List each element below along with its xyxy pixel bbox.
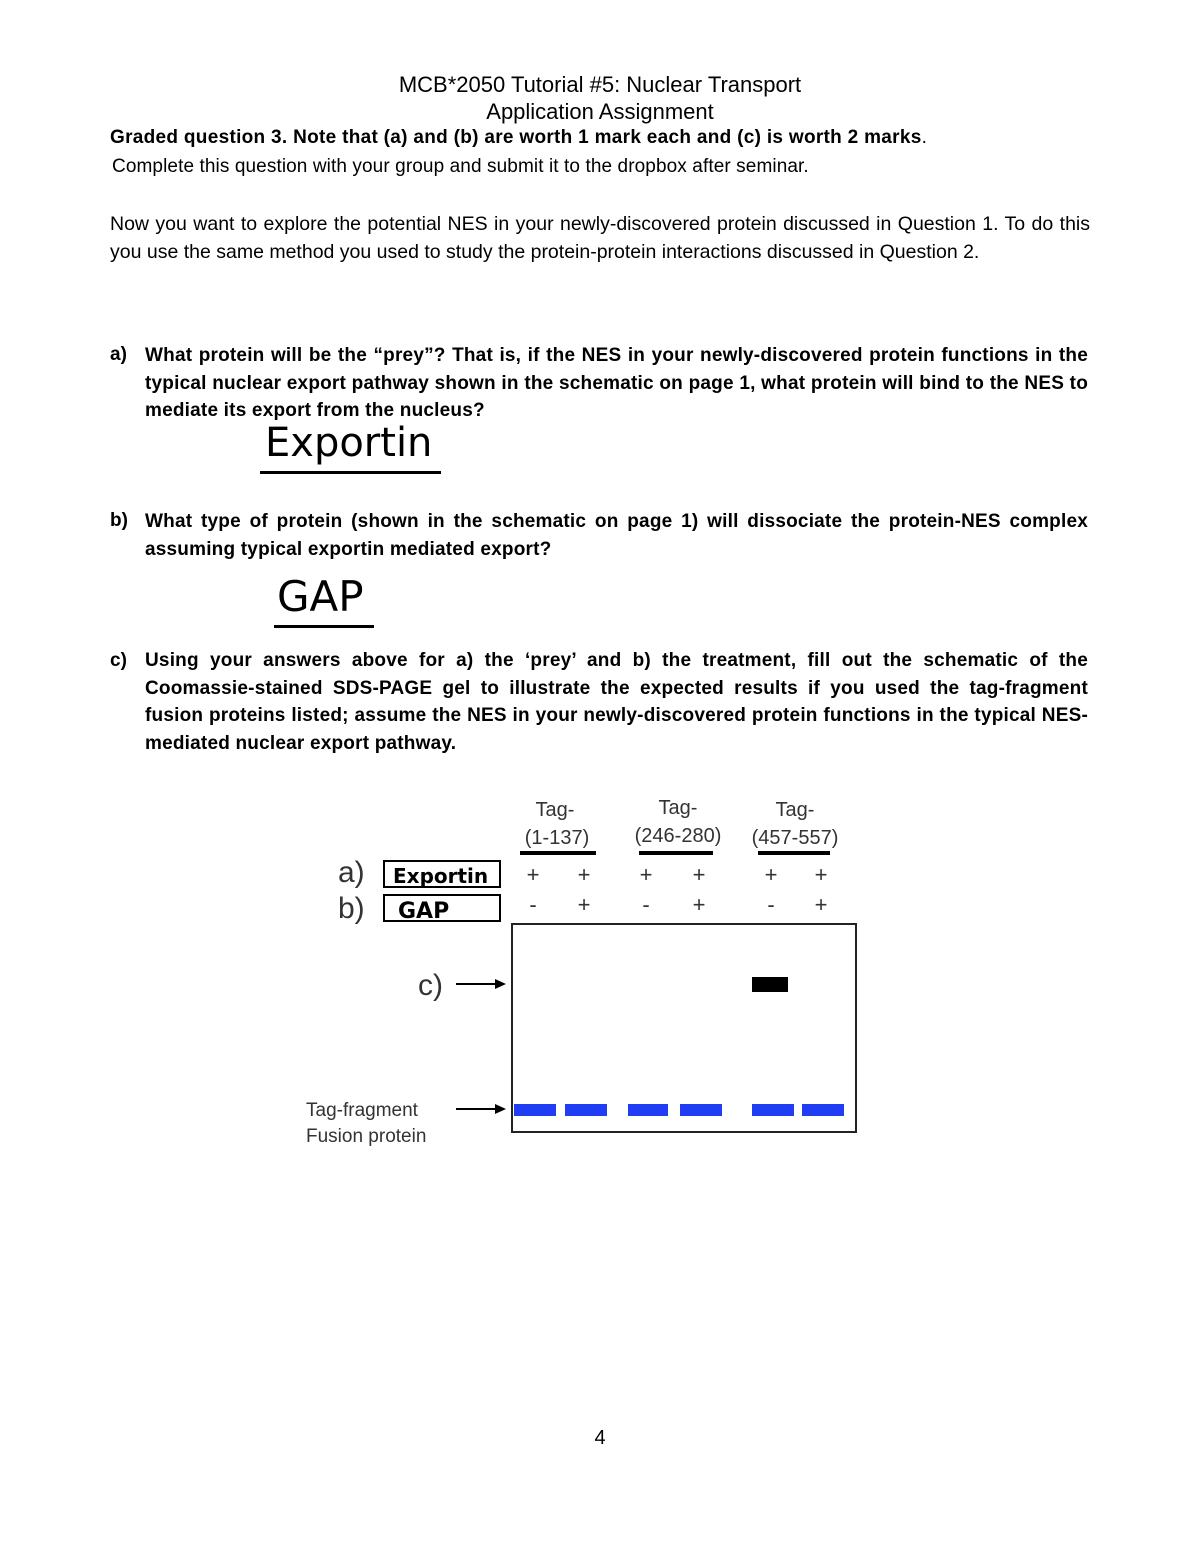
row-b-sign-lane-5: - [767, 892, 775, 917]
fusion-label-line2: Fusion protein [306, 1126, 427, 1147]
group-3-bar [758, 851, 830, 855]
row-b-label: b) [338, 892, 365, 925]
row-b-sign-lane-1: - [529, 892, 537, 917]
question-b-label: b) [110, 510, 128, 531]
row-a-sign-lane-1: + [526, 862, 540, 887]
answer-a-handwritten: Exportin [265, 420, 433, 466]
row-a-signs [527, 862, 828, 887]
graded-note-end: . [921, 127, 927, 148]
row-b-sign-lane-4: + [692, 892, 706, 917]
row-a-label: a) [338, 856, 365, 889]
group-1-bar [520, 851, 596, 855]
group-3-line1: Tag- [775, 799, 815, 821]
page-number: 4 [594, 1427, 606, 1449]
page-subtitle: Application Assignment [486, 99, 714, 124]
group-2-line2: (246-280) [634, 825, 722, 847]
question-b-text: What type of protein (shown in the schematic on page 1) will dissociate the protein-NES complex assuming typical exportin mediated export? [145, 511, 1088, 560]
instruction-text: Complete this question with your group and submit it to the dropbox after seminar. [112, 156, 809, 177]
question-a-text: What protein will be the “prey”? That is, if the NES in your newly-discovered protein functions in the typical nuclear export pathway shown in the schematic on page 1, what protein will bind to the NES to mediate its export from the nucleus? [145, 345, 1088, 421]
intro-paragraph: Now you want to explore the potential NES in your newly-discovered protein discussed in Question 1. To do this you use the same method you used to study the protein-protein interactions discussed in Question 2. [110, 213, 1090, 263]
fusion-arrow-head [495, 1104, 506, 1114]
row-b-answer: GAP [398, 899, 450, 924]
question-a-label: a) [110, 344, 127, 365]
answer-b-handwritten: GAP [277, 572, 364, 621]
group-2-bar [639, 851, 713, 855]
row-c-label: c) [418, 969, 443, 1002]
question-c-text: Using your answers above for a) the ‘prey’ and b) the treatment, fill out the schematic of the Coomassie-stained SDS-PAGE gel to illustrate the expected results if you used the tag-fragment fusion proteins listed; assume the NES in your newly-discovered protein functions in the typical NES-mediated nuclear export pathway. [145, 650, 1088, 754]
fusion-band-lane-1 [514, 1104, 556, 1116]
row-a-answer: Exportin [393, 864, 489, 888]
question-c-label: c) [110, 650, 127, 671]
row-a-sign-lane-2: + [577, 862, 591, 887]
row-b-sign-lane-6: + [814, 892, 828, 917]
group-3-line2: (457-557) [751, 827, 839, 849]
gel-box [512, 924, 856, 1132]
row-a-sign-lane-3: + [639, 862, 653, 887]
group-1-line2: (1-137) [524, 827, 590, 849]
group-2-line1: Tag- [658, 797, 698, 819]
row-b-sign-lane-2: + [577, 892, 591, 917]
exportin-band-lane-5 [752, 977, 788, 992]
row-a-sign-lane-5: + [764, 862, 778, 887]
fusion-band-lane-6 [802, 1104, 844, 1116]
fusion-band-lane-3 [628, 1104, 668, 1116]
row-b-sign-lane-3: - [642, 892, 650, 917]
fusion-band-lane-5 [752, 1104, 794, 1116]
fusion-band-lane-2 [565, 1104, 607, 1116]
page-title: MCB*2050 Tutorial #5: Nuclear Transport [398, 72, 802, 97]
graded-note-text: Graded question 3. Note that (a) and (b) are worth 1 mark each and (c) is worth 2 marks [110, 127, 922, 148]
row-a-sign-lane-4: + [692, 862, 706, 887]
row-a-sign-lane-6: + [814, 862, 828, 887]
fusion-label-line1: Tag-fragment [306, 1100, 418, 1121]
row-b-signs [529, 892, 827, 917]
group-1-line1: Tag- [535, 799, 575, 821]
fusion-band-lane-4 [680, 1104, 722, 1116]
c-arrow-head [495, 979, 506, 989]
